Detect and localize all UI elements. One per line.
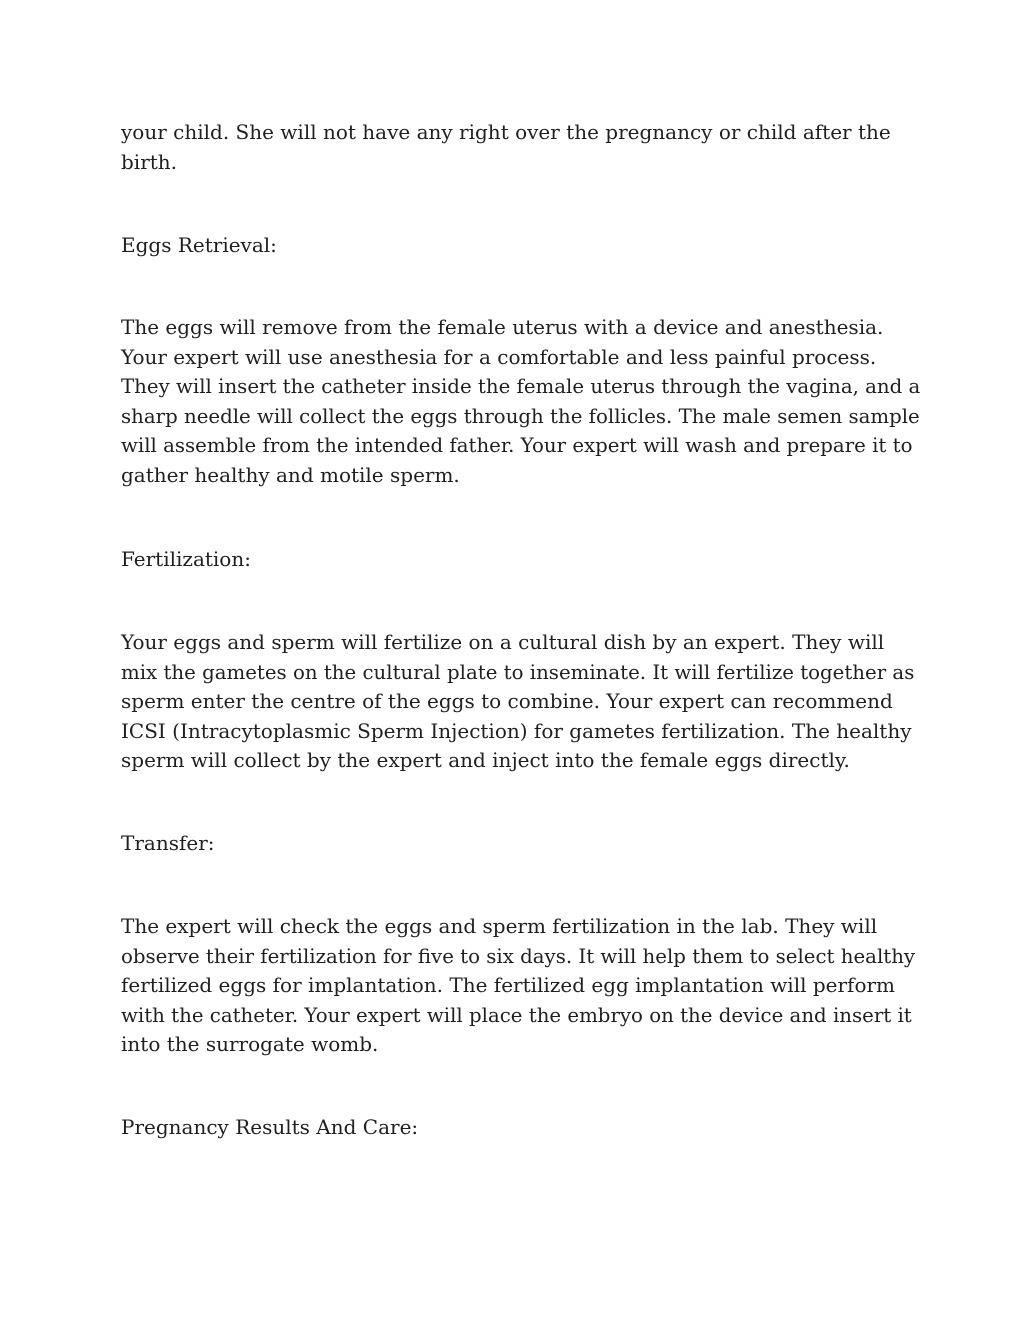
text-line: sperm enter the centre of the eggs to combine. Your expert can recommend [121, 689, 893, 713]
text-line: mix the gametes on the cultural plate to inseminate. It will fertilize together as [121, 660, 915, 684]
heading-pregnancy-results [121, 1113, 921, 1143]
heading-text: Fertilization: [121, 547, 251, 571]
text-line: with the catheter. Your expert will place the embryo on the device and insert it [121, 1003, 912, 1027]
paragraph-eggs-retrieval [121, 313, 921, 490]
heading-text: Eggs Retrieval: [121, 233, 277, 257]
text-line: ICSI (Intracytoplasmic Sperm Injection) for gametes fertilization. The healthy [121, 718, 912, 743]
text-line: fertilized eggs for implantation. The fertilized egg implantation will perform [121, 973, 896, 997]
text-line: your child. She will not have any right over the pregnancy or child after the [121, 120, 891, 144]
text-line: The eggs will remove from the female uterus with a device and anesthesia. [121, 315, 884, 339]
paragraph-transfer [121, 912, 921, 1060]
text-line: birth. [121, 149, 178, 174]
text-line: Your expert will use anesthesia for a comfortable and less painful process. [121, 344, 877, 369]
heading-fertilization [121, 545, 921, 575]
text-line: into the surrogate womb. [121, 1032, 379, 1056]
heading-eggs-retrieval [121, 231, 921, 261]
heading-transfer [121, 829, 921, 859]
paragraph-surrogate-rights [121, 118, 921, 177]
text-line: The expert will check the eggs and sperm fertilization in the lab. They will [121, 914, 878, 938]
text-line: Your eggs and sperm will fertilize on a cultural dish by an expert. They will [121, 630, 885, 654]
text-line: sharp needle will collect the eggs through the follicles. The male semen sample [121, 404, 920, 428]
heading-text: Transfer: [121, 831, 215, 855]
text-line: gather healthy and motile sperm. [121, 462, 460, 487]
text-line: They will insert the catheter inside the female uterus through the vagina, and a [121, 375, 921, 398]
text-line: sperm will collect by the expert and inject into the female eggs directly. [121, 748, 850, 772]
text-line: will assemble from the intended father. Your expert will wash and prepare it to [121, 434, 913, 457]
heading-text: Pregnancy Results And Care: [121, 1115, 419, 1139]
paragraph-fertilization [121, 628, 921, 776]
text-line: observe their fertilization for five to six days. It will help them to select healthy [121, 944, 916, 968]
